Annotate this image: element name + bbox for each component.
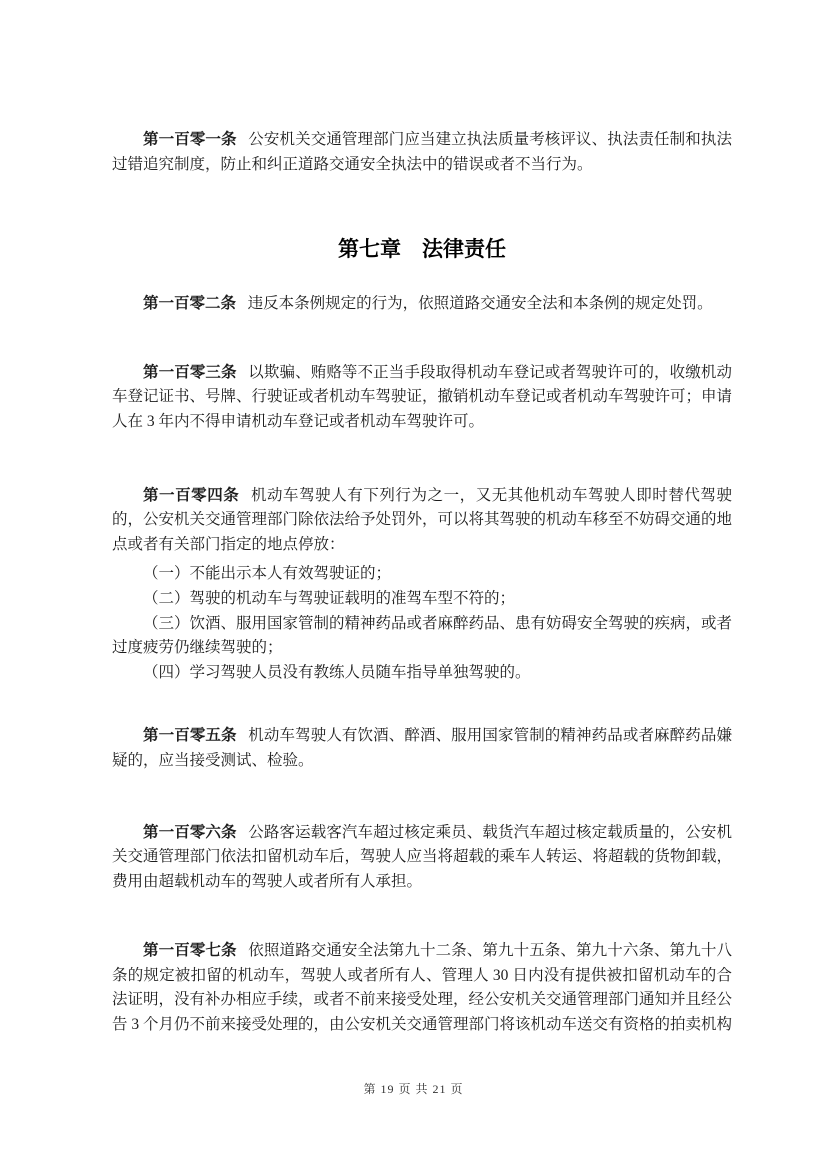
- page-number-footer: [0, 1080, 827, 1097]
- article-107-text: 依照道路交通安全法第九十二条、第九十五条、第九十六条、第九十八条的规定被扣留的机动车，驾驶人或者所有人、管理人 30 日内没有提供被扣留机动车的合法证明，没有补办相应手续，或者不前来接受处理，经公安机关交通管理部门通知并且经公告 3 个月仍不前来接受处理的，由公安机关交通管理部门将该机动车送交有资格的拍卖机构: [112, 942, 733, 1034]
- chapter-title: 第七章 法律责任: [338, 238, 506, 262]
- article-104-text: 机动车驾驶人有下列行为之一，又无其他机动车驾驶人即时替代驾驶的，公安机关交通管理部门除依法给予处罚外，可以将其驾驶的机动车移至不妨碍交通的地点或者有关部门指定的地点停放：: [112, 486, 733, 553]
- article-104-item-1: （一）不能出示本人有效驾驶证的；: [143, 565, 392, 583]
- article-104-item-4: （四）学习驾驶人员没有教练人员随车指导单独驾驶的。: [143, 663, 531, 681]
- article-101-paragraph: [112, 128, 732, 177]
- article-102-paragraph: [112, 292, 732, 317]
- article-103-text: 以欺骗、贿赂等不正当手段取得机动车登记或者驾驶许可的，收缴机动车登记证书、号牌、行驶证或者机动车驾驶证，撤销机动车登记或者机动车驾驶许可；申请人在 3 年内不得申请机动车登记或者机动车驾驶许可。: [112, 363, 733, 430]
- article-103-paragraph: [112, 361, 732, 435]
- document-page-content: [112, 128, 732, 1038]
- article-101-text: 公安机关交通管理部门应当建立执法质量考核评议、执法责任制和执法过错追究制度，防止和纠正道路交通安全执法中的错误或者不当行为。: [112, 131, 732, 173]
- article-104-item-3: （三）饮酒、服用国家管制的精神药品或者麻醉药品、患有妨碍安全驾驶的疾病，或者过度疲劳仍继续驾驶的；: [112, 614, 733, 657]
- article-102-text: 违反本条例规定的行为，依照道路交通安全法和本条例的规定处罚。: [247, 295, 713, 313]
- article-105-number: 第一百零五条: [143, 727, 237, 745]
- article-106-paragraph: [112, 821, 732, 895]
- article-107-paragraph: [112, 939, 732, 1037]
- article-106-number: 第一百零六条: [143, 823, 237, 841]
- article-106-text: 公路客运载客汽车超过核定乘员、载货汽车超过核定载质量的，公安机关交通管理部门依法扣留机动车后，驾驶人应当将超载的乘车人转运、将超载的货物卸载，费用由超载机动车的驾驶人或者所有人承担。: [112, 823, 733, 890]
- article-104-item-2: （二）驾驶的机动车与驾驶证载明的准驾车型不符的；: [143, 589, 516, 607]
- article-104-number: 第一百零四条: [143, 486, 240, 504]
- article-103-number: 第一百零三条: [143, 363, 237, 381]
- page-indicator: 第 19 页 共 21 页: [363, 1082, 464, 1096]
- article-105-text: 机动车驾驶人有饮酒、醉酒、服用国家管制的精神药品或者麻醉药品嫌疑的，应当接受测试、检验。: [112, 727, 732, 769]
- article-107-number: 第一百零七条: [143, 942, 237, 960]
- article-105-paragraph: [112, 724, 732, 773]
- article-102-number: 第一百零二条: [143, 295, 237, 313]
- article-101-number: 第一百零一条: [143, 131, 237, 148]
- article-104-paragraph: [112, 484, 732, 558]
